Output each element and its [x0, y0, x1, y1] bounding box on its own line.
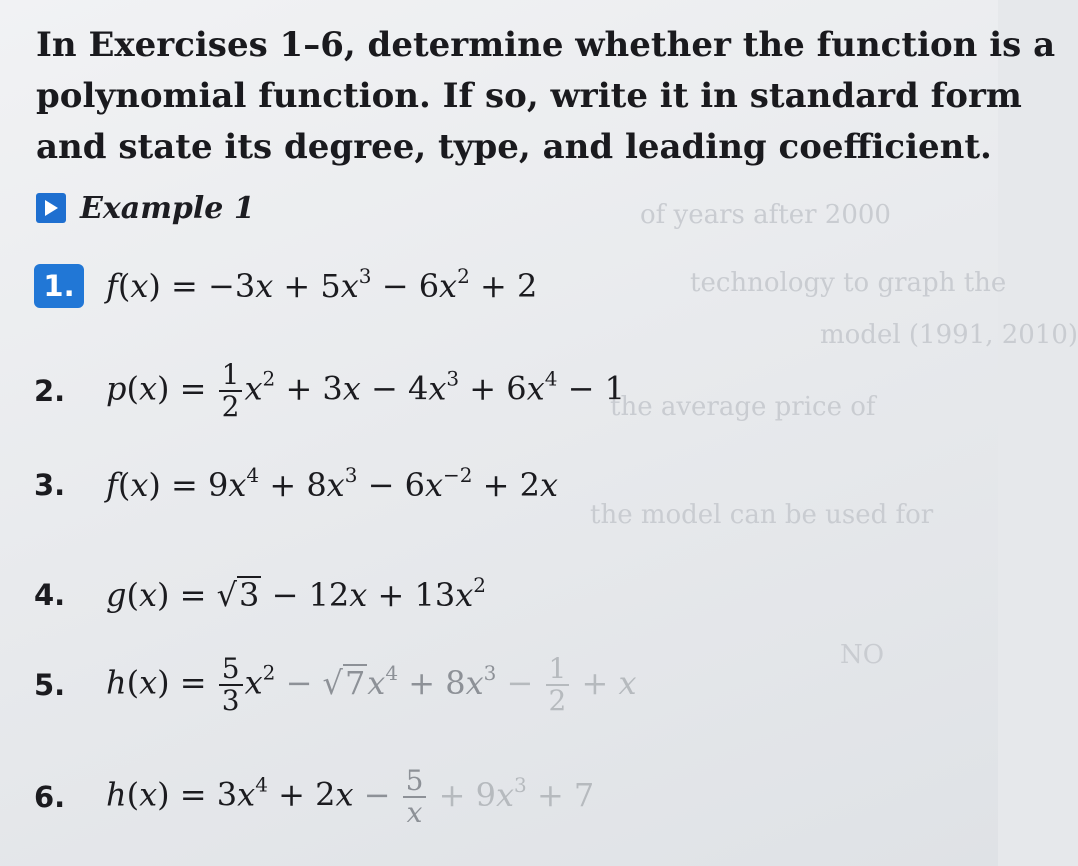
exercise-number: 3.: [34, 468, 66, 502]
exercise-number: 5.: [34, 668, 66, 702]
exercise-formula: $f(x) = -3x + 5x^3 - 6x^2 + 2$: [106, 264, 538, 305]
play-icon: [36, 193, 66, 223]
example-link[interactable]: [36, 186, 255, 230]
bleed-through-text: the model can be used for: [590, 500, 934, 530]
exercise-number: 2.: [34, 374, 66, 408]
bleed-through-text: model (1991, 2010): [820, 320, 1078, 350]
exercise-instructions: [36, 20, 1056, 173]
bleed-through-text: of years after 2000: [640, 200, 891, 230]
exercise-5: [34, 654, 637, 716]
exercise-formula: $f(x) = 9x^4 + 8x^3 - 6x^{-2} + 2x$: [106, 463, 559, 504]
exercise-number: 4.: [34, 578, 66, 612]
exercise-formula: h(x) = $\frac{5}{3}$ $x^2$ − √ 7 $x^4 + 8x^3$ − $\frac{1}{2}$ + x: [106, 652, 637, 717]
exercise-4: [34, 573, 486, 614]
exercise-number: 6.: [34, 780, 66, 814]
exercise-3: [34, 463, 559, 504]
instructions-line: and state its degree, type, and leading coefficient.: [36, 127, 992, 167]
exercise-2: [34, 360, 625, 422]
fraction: $\frac{1}{2}$: [219, 360, 243, 422]
exercise-6: [34, 766, 594, 828]
exercise-1: [34, 264, 537, 308]
exercise-formula: g(x) = √ 3 − $12x + 13x^2$: [106, 573, 486, 614]
exercise-formula: $h(x) = 3x^4 + 2x$ − $\frac{5}{x}$ + $9x^3 + 7$: [106, 764, 595, 829]
bleed-through-text: the average price of: [610, 392, 876, 422]
square-root: √ 3: [216, 576, 260, 614]
example-label: Example 1: [80, 190, 255, 226]
instructions-line: In Exercises 1–6, determine whether the function is a: [36, 25, 1056, 65]
bleed-through-text: NO: [840, 640, 885, 670]
bleed-through-text: technology to graph the: [690, 268, 1007, 298]
instructions-line: polynomial function. If so, write it in standard form: [36, 76, 1022, 116]
exercise-number-badge[interactable]: 1.: [34, 264, 84, 308]
fraction: $\frac{5}{3}$: [219, 654, 243, 716]
exercise-formula: p(x) = $\frac{1}{2}$ $x^2 + 3x - 4x^3 + 6x^4 - 1$: [106, 358, 625, 423]
